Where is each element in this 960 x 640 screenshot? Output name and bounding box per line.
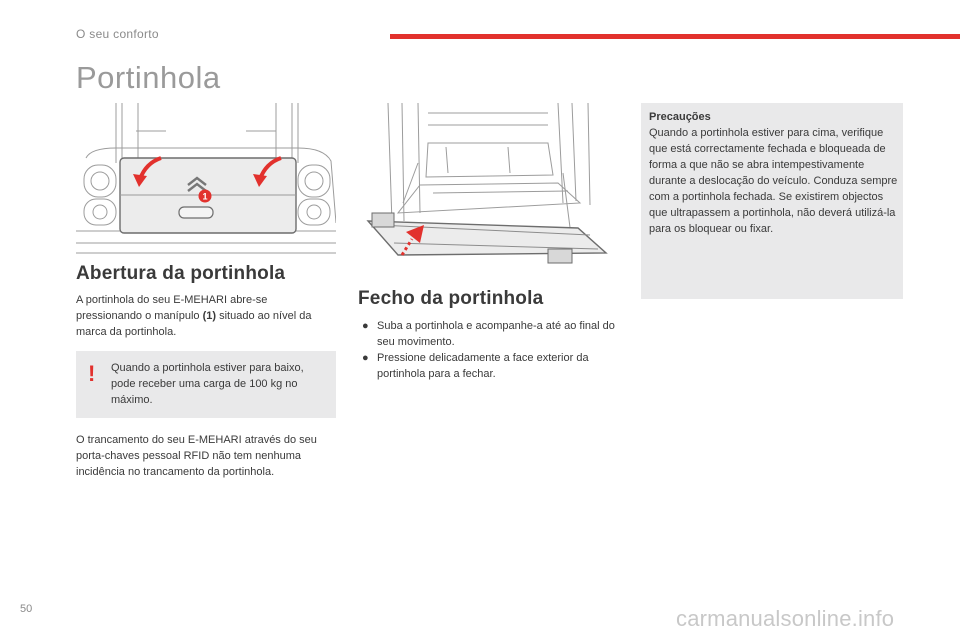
watermark: carmanualsonline.info [676,606,895,631]
bullet-icon: ● [362,352,369,364]
closing-step-1: Suba a portinhola e acompanhe-a até ao final do seu movimento. [377,320,615,348]
closing-step-2: Pressione delicadamente a face exterior da portinhola para a fechar. [377,352,589,380]
opening-heading: Abertura da portinhola [76,263,286,284]
opening-paragraph-ref: (1) [202,310,217,322]
warning-icon: ! [88,361,96,386]
header-accent-bar [390,34,960,39]
opening-paragraph-pre: A portinhola do seu E-MEHARI abre-se pressionando o manípulo [76,294,268,322]
page-number: 50 [20,603,33,615]
section-header: O seu conforto [76,27,159,41]
callout-1-label: 1 [202,191,208,202]
page-title: Portinhola [76,60,221,95]
closing-heading: Fecho da portinhola [358,288,544,309]
rfid-lock-paragraph: O trancamento do seu E-MEHARI através do seu porta-chaves pessoal RFID não tem nenhuma incidência no trancamento da portinhola. [76,434,317,478]
precautions-text: Quando a portinhola estiver para cima, verifique que está correctamente fechada e bloqueada de forma a que não se abra intempestivamente durante a deslocação do veículo. Conduza sempre com a portinhola fechada. Se existirem objectos que ultrapassem a portinhola, não deverá utilizá-la para os bloquear ou fixar. [649,127,898,235]
tailgate-closing-illustration [358,103,620,280]
closing-steps-list [362,318,620,382]
opening-paragraph-post: situado ao nível da marca da portinhola. [76,310,312,338]
load-warning-box [76,351,336,418]
precautions-title: Precauções [649,111,711,123]
bullet-icon: ● [362,320,369,332]
precautions-box [641,103,903,299]
list-item [362,318,620,350]
tailgate-opening-illustration [76,103,336,260]
list-item [362,350,620,382]
opening-paragraph [76,292,331,340]
load-warning-text: Quando a portinhola estiver para baixo, pode receber uma carga de 100 kg no máximo. [111,362,304,406]
